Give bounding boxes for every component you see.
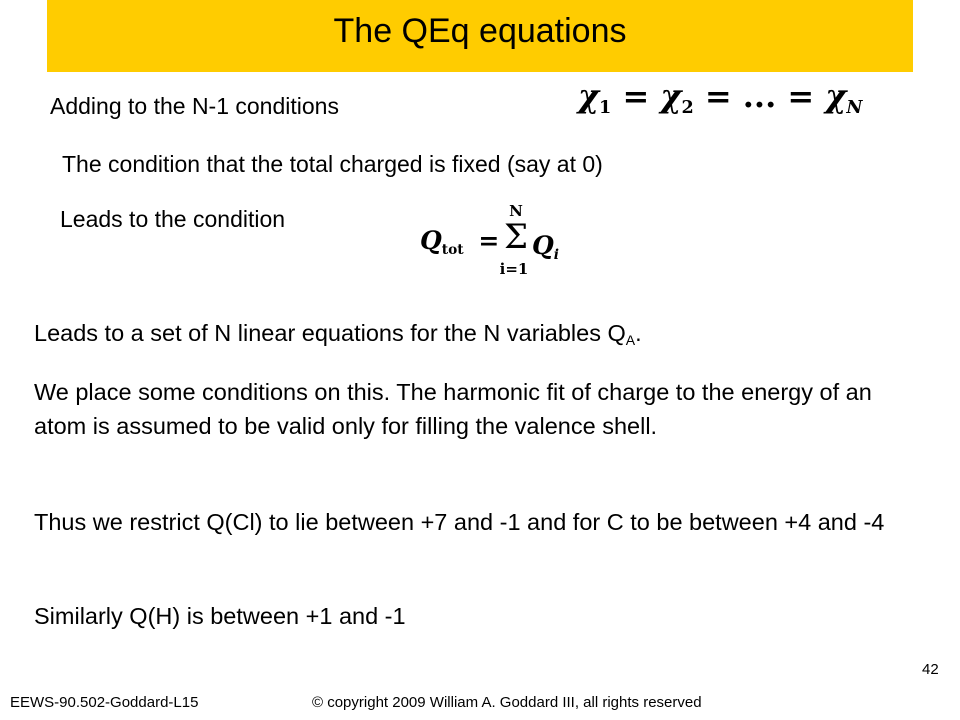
paragraph-linear-equations <box>34 316 894 357</box>
title-bar <box>47 0 913 72</box>
equals-1: = <box>622 77 650 115</box>
sum-equals: = <box>478 226 500 255</box>
slide-title: The QEq equations <box>333 12 627 50</box>
q-i <box>532 233 559 263</box>
q-total-symbol: Q <box>420 226 442 255</box>
chi-2-subscript: 2 <box>681 97 694 119</box>
q-total <box>420 228 499 258</box>
chi-1: χ <box>578 77 600 115</box>
equals-3: = <box>787 77 815 115</box>
chi-n-subscript: N <box>846 97 863 119</box>
sigma-upper-limit: N <box>509 202 523 220</box>
total-charge-condition-text: The condition that the total charged is fixed (say at 0) <box>62 151 603 177</box>
paragraph-conditions: We place some conditions on this. The harmonic fit of charge to the energy of an atom is assumed to be valid only for filling the valence shell. <box>34 379 872 439</box>
equals-2: = <box>704 77 732 115</box>
q-i-symbol: Q <box>532 231 554 260</box>
paragraph-linear-equations-period: . <box>635 320 642 346</box>
ellipsis: ... <box>742 77 777 115</box>
leads-to-condition-text: Leads to the condition <box>60 206 286 232</box>
q-a-subscript: A <box>625 332 636 348</box>
chi-1-subscript: 1 <box>599 97 612 119</box>
chi-n: χ <box>825 77 847 115</box>
footer-copyright: © copyright 2009 William A. Goddard III, all rights reserved <box>312 694 702 711</box>
footer-course: EEWS-90.502-Goddard-L15 <box>10 694 199 711</box>
chi-2: χ <box>660 77 682 115</box>
sigma-lower-limit: i=1 <box>499 260 529 278</box>
adding-conditions-text: Adding to the N-1 conditions <box>50 93 339 119</box>
paragraph-linear-equations-text: Leads to a set of N linear equations for the N variables Q <box>34 320 626 346</box>
q-total-subscript: tot <box>441 241 464 258</box>
q-i-subscript: i <box>553 246 560 263</box>
paragraph-hydrogen: Similarly Q(H) is between +1 and -1 <box>34 603 406 629</box>
sigma-symbol: Σ <box>503 217 529 257</box>
paragraph-restrictions: Thus we restrict Q(Cl) to lie between +7 and -1 and for C to be between +4 and -4 <box>34 509 885 535</box>
electronegativity-equality-equation <box>578 77 863 119</box>
page-number: 42 <box>922 661 939 678</box>
